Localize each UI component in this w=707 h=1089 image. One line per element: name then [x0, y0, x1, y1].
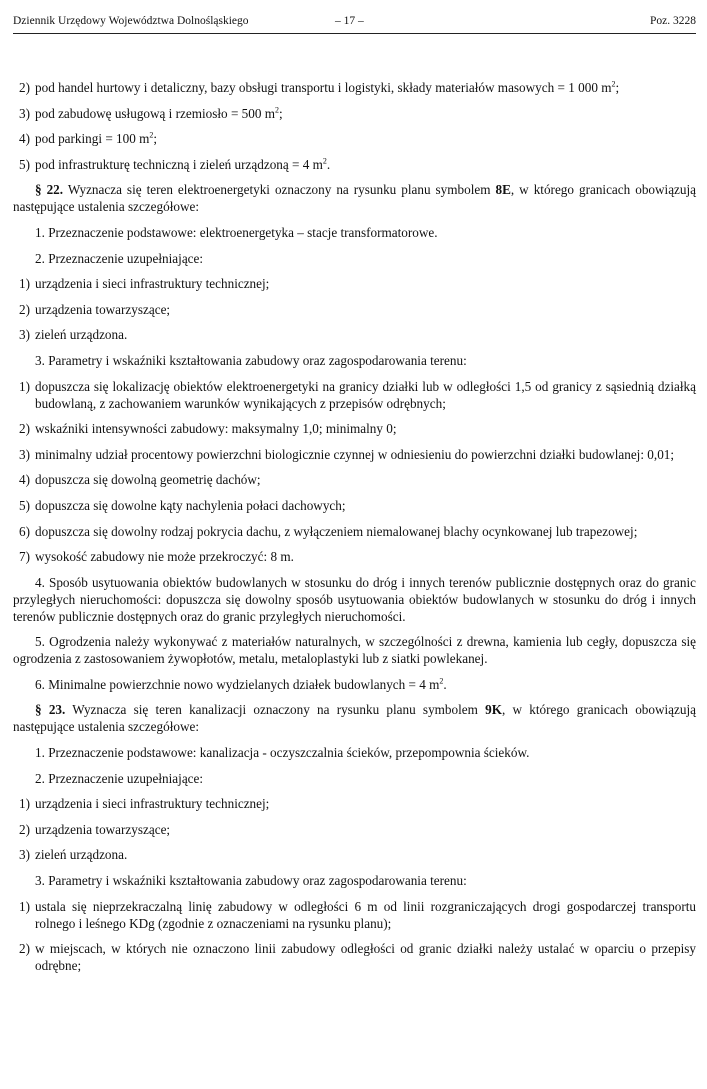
paragraph: 2. Przeznaczenie uzupełniające:: [35, 250, 204, 266]
list-text: dopuszcza się dowolne kąty nachylenia połaci dachowych;: [35, 497, 346, 513]
page-number: – 17 –: [335, 15, 364, 27]
list-number: 2): [19, 421, 30, 437]
list-text: ustala się nieprzekraczalną linię zabudowy w odległości 6 m od linii rozgraniczających drogi gospodarczej transportu rolnego i leśnego KDg (zgodnie z oznaczeniami na rysunku planu);: [35, 898, 696, 931]
list: [13, 898, 696, 975]
list-tail: ;: [153, 131, 158, 147]
paragraph: 5. Ogrodzenia należy wykonywać z materiałów naturalnych, w szczególności z drewna, kamienia lub cegły, dopuszcza się ogrodzenia z zastosowaniem żywopłotów, metalu, metaloplastyki lub z siatki powlekanej.: [13, 634, 696, 667]
journal-title: Dziennik Urzędowy Województwa Dolnośląskiego: [13, 15, 249, 27]
zone-symbol: 8E: [495, 182, 511, 198]
section-label: § 22.: [35, 182, 64, 198]
superscript: 2: [439, 676, 444, 686]
superscript: 2: [611, 79, 616, 89]
section-text: Wyznacza się teren kanalizacji oznaczony na rysunku planu symbolem: [65, 702, 486, 718]
list-number: 2): [19, 941, 30, 957]
list-item: [13, 156, 696, 173]
superscript: 2: [275, 105, 280, 115]
list-item: [13, 420, 696, 437]
list-text: wysokość zabudowy nie może przekroczyć: 8 m.: [35, 549, 294, 565]
list-number: 3): [19, 446, 30, 462]
list-text: zieleń urządzona.: [35, 847, 128, 863]
section-text: Wyznacza się teren elektroenergetyki oznaczony na rysunku planu symbolem: [63, 182, 496, 198]
list-text: pod parkingi = 100 m: [35, 131, 150, 147]
list-tail: ;: [615, 80, 620, 95]
list-item: [13, 846, 696, 863]
section-text: , w którego granicach obowiązują następujące ustalenia szczegółowe:: [13, 182, 697, 215]
list-number: 2): [19, 80, 30, 95]
paragraph: 2. Przeznaczenie uzupełniające:: [35, 770, 204, 786]
list-number: 2): [19, 821, 30, 837]
list-text: urządzenia towarzyszące;: [35, 301, 171, 317]
list-item: [13, 275, 696, 292]
list-item: [13, 446, 696, 463]
list-item: [13, 378, 696, 412]
list-text: pod handel hurtowy i detaliczny, bazy obsługi transportu i logistyki, składy materiałów masowych = 1 000 m: [35, 80, 612, 95]
list-number: 1): [19, 378, 30, 394]
section-text: , w którego granicach obowiązują następujące ustalenia szczegółowe:: [13, 702, 697, 735]
list-number: 3): [19, 105, 30, 121]
section-label: § 23.: [35, 702, 66, 718]
list-text: dopuszcza się lokalizację obiektów elektroenergetyki na granicy działki lub w odległości 1,5 od granicy z sąsiednią działką budowlaną, z zachowaniem warunków wynikających z przepisów odrębnych;: [35, 378, 696, 411]
list-number: 3): [19, 847, 30, 863]
list-item: [13, 79, 696, 96]
list-tail: .: [326, 156, 331, 172]
paragraph: [13, 676, 696, 693]
list-number: 1): [19, 898, 30, 914]
list-number: 6): [19, 523, 30, 539]
list-number: 1): [19, 796, 30, 812]
list: [13, 378, 696, 566]
list-text: dopuszcza się dowolny rodzaj pokrycia dachu, z wyłączeniem niemalowanej blachy ocynkowanej lub trapezowej;: [35, 523, 638, 539]
list-item: [13, 497, 696, 514]
list-item: [13, 821, 696, 838]
paragraph: 1. Przeznaczenie podstawowe: kanalizacja - oczyszczalnia ścieków, przepompownia ścieków.: [35, 745, 530, 761]
list-item: [13, 471, 696, 488]
list-number: 5): [19, 156, 30, 172]
list-text: minimalny udział procentowy powierzchni biologicznie czynnej w odniesieniu do powierzchni działki budowlanej: 0,01;: [35, 446, 675, 462]
list-item: [13, 523, 696, 540]
list-item: [13, 795, 696, 812]
zone-symbol: 9K: [485, 702, 502, 718]
paragraph: 1. Przeznaczenie podstawowe: elektroenergetyka – stacje transformatorowe.: [35, 224, 438, 240]
position-number: Poz. 3228: [650, 15, 696, 27]
list-text: dopuszcza się dowolną geometrię dachów;: [35, 472, 261, 488]
section-23-intro: [13, 701, 696, 735]
list-number: 5): [19, 497, 30, 513]
list-item: [13, 301, 696, 318]
list-text: zieleń urządzona.: [35, 327, 128, 343]
list-number: 2): [19, 301, 30, 317]
list-text: pod zabudowę usługową i rzemiosło = 500 m: [35, 105, 276, 121]
list-item: [13, 326, 696, 343]
list-item: [13, 130, 696, 147]
list-text: w miejscach, w których nie oznaczono linii zabudowy odległości od granic działki należy ustalać w oparciu o przepisy odrębne;: [35, 941, 696, 974]
paragraph-tail: .: [443, 676, 447, 692]
list-item: [13, 898, 696, 932]
list-item: [13, 105, 696, 122]
list-item: [13, 548, 696, 565]
list-text: urządzenia towarzyszące;: [35, 821, 171, 837]
page-header: [13, 0, 696, 34]
list-number: 7): [19, 549, 30, 565]
paragraph-text: 6. Minimalne powierzchnie nowo wydzielanych działek budowlanych = 4 m: [35, 676, 440, 692]
list-number: 3): [19, 327, 30, 343]
section-22-intro: [13, 181, 696, 215]
list-tail: ;: [279, 105, 283, 121]
list-number: 4): [19, 131, 30, 147]
paragraph: 3. Parametry i wskaźniki kształtowania zabudowy oraz zagospodarowania terenu:: [35, 352, 467, 368]
superscript: 2: [322, 156, 327, 166]
list-number: 4): [19, 472, 30, 488]
list-item: [13, 940, 696, 974]
list-number: 1): [19, 276, 30, 292]
list: [13, 275, 696, 343]
list: [13, 795, 696, 863]
list-text: urządzenia i sieci infrastruktury technicznej;: [35, 796, 270, 812]
list-text: urządzenia i sieci infrastruktury technicznej;: [35, 276, 270, 292]
list-text: wskaźniki intensywności zabudowy: maksymalny 1,0; minimalny 0;: [35, 421, 397, 437]
list-text: pod infrastrukturę techniczną i zieleń urządzoną = 4 m: [35, 156, 323, 172]
paragraph: 3. Parametry i wskaźniki kształtowania zabudowy oraz zagospodarowania terenu:: [35, 873, 467, 889]
paragraph: 4. Sposób usytuowania obiektów budowlanych w stosunku do dróg i innych terenów publicznie dostępnych oraz do granic przyległych nieruchomości: dopuszcza się dowolny sposób usytuowania obiektów budowlanych w stosunku do dróg i innych terenów publicznie dostępnych oraz do granic przyległych nieruchomości.: [13, 574, 696, 624]
document-body: [13, 34, 696, 974]
superscript: 2: [149, 130, 154, 140]
